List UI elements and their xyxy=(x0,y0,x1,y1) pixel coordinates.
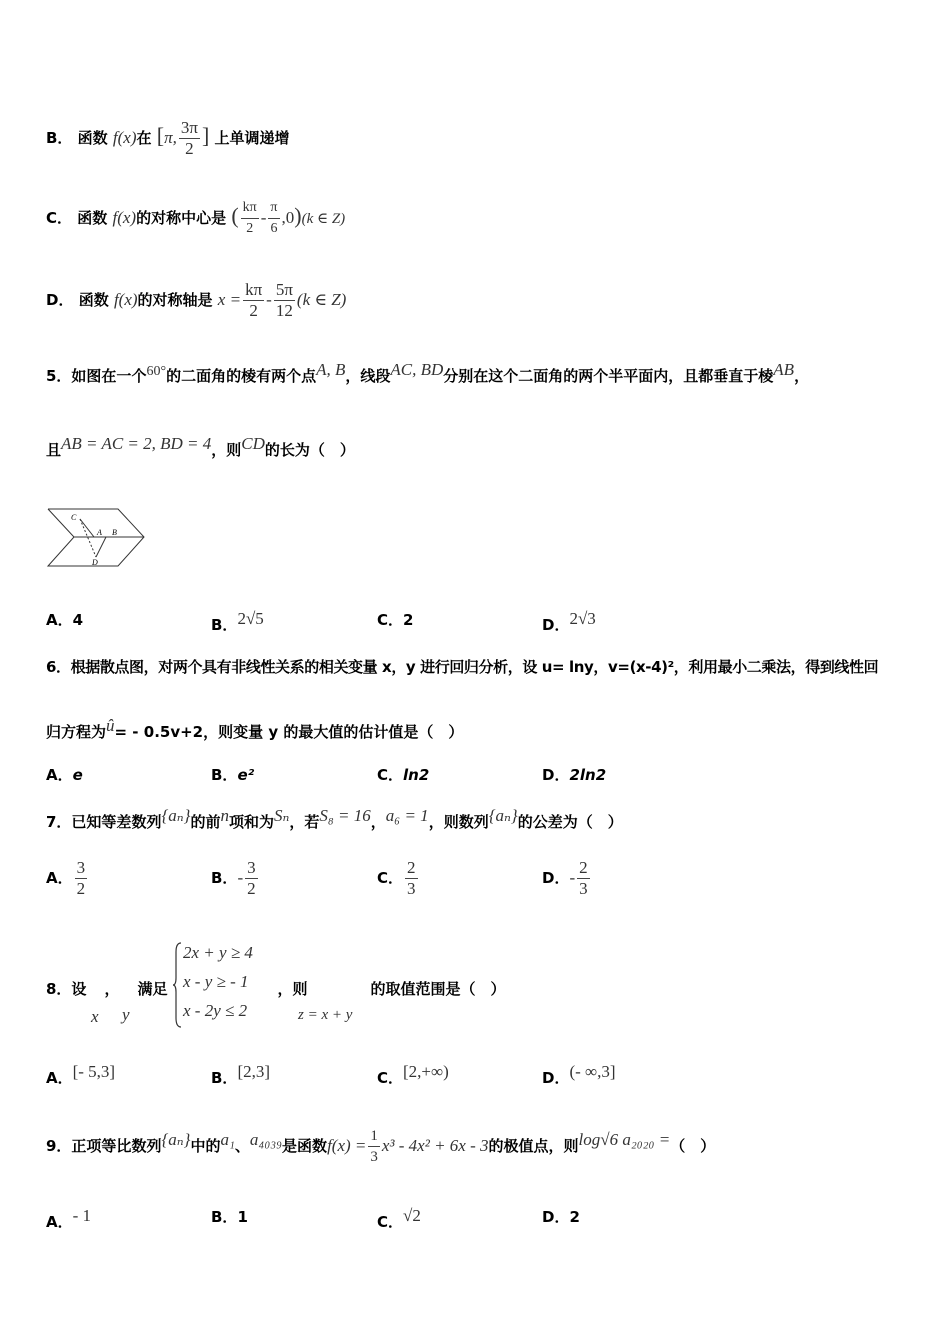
math-fx: f(x) = xyxy=(327,1136,367,1155)
option-value: 1 xyxy=(237,1208,248,1226)
fraction xyxy=(245,858,258,899)
figure-label-b: B xyxy=(112,528,117,537)
text: 项和为 xyxy=(228,813,274,831)
bracket: ( xyxy=(231,203,239,228)
math-poly: x³ - 4x² + 6x - 3 xyxy=(381,1136,489,1155)
math: AB = AC = 2, BD = 4 xyxy=(61,434,212,453)
math-condition: (k ∈ Z) xyxy=(301,211,346,227)
option-letter: A． xyxy=(46,1213,73,1231)
text: 是函数 xyxy=(282,1137,328,1155)
math: n xyxy=(220,806,229,825)
text: 的二面角的棱有两个点 xyxy=(166,367,317,385)
option-value: 2 xyxy=(569,1208,580,1226)
q4-option-c xyxy=(46,198,345,239)
math-condition: (k ∈ Z) xyxy=(296,290,347,309)
text: 且 xyxy=(46,441,62,459)
option-letter: D． xyxy=(542,616,570,634)
dihedral-figure xyxy=(46,505,152,571)
option-letter: C． xyxy=(377,766,404,784)
option-letter: C． xyxy=(377,611,404,629)
constraint-system xyxy=(183,938,253,1025)
q7-option-c xyxy=(377,858,420,899)
math: a₁ xyxy=(220,1130,235,1149)
option-letter: A． xyxy=(46,869,73,887)
text: 函数 xyxy=(77,209,108,227)
math: AB xyxy=(773,360,795,379)
denominator: 2 xyxy=(246,221,254,236)
math-angle: 60° xyxy=(146,364,167,379)
figure-label-d: D xyxy=(92,558,98,567)
figure-segment-ac xyxy=(80,519,94,537)
math-uhat: û xyxy=(106,716,115,735)
option-letter: A． xyxy=(46,1069,73,1087)
math: S₈ = 16 xyxy=(319,806,371,825)
system-brace xyxy=(173,942,183,1028)
text: 8．设 xyxy=(46,980,87,998)
text: ，若 xyxy=(289,813,320,831)
math: {aₙ} xyxy=(161,806,191,825)
numerator: π xyxy=(268,198,279,219)
fraction xyxy=(368,1126,380,1167)
option-value: 2√5 xyxy=(237,609,264,628)
option-letter: D． xyxy=(542,766,570,784)
q6-option-c xyxy=(377,764,429,785)
option-value: (- ∞,3] xyxy=(569,1062,616,1081)
option-letter: C． xyxy=(377,869,404,887)
q8-option-a xyxy=(46,1062,115,1088)
q8-option-b xyxy=(211,1062,270,1088)
bracket: [ xyxy=(156,123,165,148)
constraint: x - y ≥ - 1 xyxy=(183,972,249,991)
option-letter: B． xyxy=(211,1069,238,1087)
fraction xyxy=(577,858,590,899)
denominator: 3 xyxy=(370,1149,378,1165)
option-value: - 1 xyxy=(72,1206,92,1225)
option-value: 2 xyxy=(403,611,414,629)
text: 上单调递增 xyxy=(214,129,290,147)
math: a₄₀₃₉ xyxy=(249,1130,283,1149)
text: 中的 xyxy=(190,1137,221,1155)
q9-option-d xyxy=(542,1206,580,1227)
math-fx: f(x) xyxy=(112,208,137,227)
option-letter: A． xyxy=(46,611,73,629)
math: AC, BD xyxy=(390,360,444,379)
q4-option-b xyxy=(46,118,290,159)
text: 函数 xyxy=(77,129,108,147)
option-letter: D． xyxy=(542,869,570,887)
option-value: e xyxy=(72,766,83,784)
fraction xyxy=(75,858,88,899)
option-letter: B． xyxy=(211,616,238,634)
q9-stem xyxy=(46,1126,715,1167)
fraction xyxy=(241,198,259,239)
q6-option-b xyxy=(211,764,254,785)
math: a₆ = 1 xyxy=(385,806,429,825)
text: 的公差为（ ） xyxy=(517,813,623,831)
math: Sₙ xyxy=(273,806,290,825)
fraction xyxy=(274,280,295,321)
q5-stem-line2 xyxy=(46,434,355,460)
q8-option-d xyxy=(542,1062,616,1088)
option-letter: D． xyxy=(46,291,74,309)
text: ，线段 xyxy=(345,367,391,385)
text: ， xyxy=(794,367,810,385)
bracket: ) xyxy=(294,203,302,228)
text: 的极值点，则 xyxy=(488,1137,579,1155)
text: 9．正项等比数列 xyxy=(46,1137,162,1155)
q8-stem-text xyxy=(46,978,506,999)
text: ，则数列 xyxy=(428,813,489,831)
text: 的长为（ ） xyxy=(264,441,355,459)
text: 函数 xyxy=(78,291,109,309)
option-letter: A． xyxy=(46,766,73,784)
constraint: x - 2y ≤ 2 xyxy=(183,1001,248,1020)
numerator: kπ xyxy=(245,280,263,299)
option-letter: B． xyxy=(46,129,73,147)
fraction xyxy=(405,858,418,899)
denominator: 3 xyxy=(407,879,416,898)
q7-option-b xyxy=(211,858,260,899)
option-letter: B． xyxy=(211,1208,238,1226)
option-value: [2,3] xyxy=(237,1062,271,1081)
text: ，则 xyxy=(211,441,242,459)
option-letter: C． xyxy=(377,1069,404,1087)
sign: - xyxy=(569,868,576,887)
figure-label-a: A xyxy=(97,528,102,537)
q9-option-c xyxy=(377,1206,421,1232)
option-value: [- 5,3] xyxy=(72,1062,116,1081)
math-z: z = x + y xyxy=(298,1007,353,1023)
math-y: y xyxy=(122,1005,130,1024)
numerator: 2 xyxy=(579,858,588,877)
math: CD xyxy=(241,434,265,453)
math-fx: f(x) xyxy=(112,128,137,147)
text: 、 xyxy=(234,1137,250,1155)
q5-option-d xyxy=(542,609,596,635)
text: （ ） xyxy=(670,1137,716,1155)
figure-segment-bd xyxy=(96,537,106,557)
text: 归方程为 xyxy=(46,723,107,741)
text: 分别在这个二面角的两个半平面内，且都垂直于棱 xyxy=(443,367,774,385)
text: = - 0.5v+2，则变量 y 的最大值的估计值是（ ） xyxy=(114,723,464,741)
option-letter: D． xyxy=(542,1208,570,1226)
math: x = xyxy=(217,290,242,309)
math: - xyxy=(266,290,272,309)
denominator: 2 xyxy=(247,879,256,898)
math: A, B xyxy=(316,360,346,379)
q6-stem-line2 xyxy=(46,716,463,742)
math: - xyxy=(260,208,267,227)
text: 的对称轴是 xyxy=(137,291,213,309)
q6-option-a xyxy=(46,764,83,785)
q8-option-c xyxy=(377,1062,449,1088)
option-letter: B． xyxy=(211,766,238,784)
text: 在 xyxy=(136,129,152,147)
q5-stem-line1 xyxy=(46,360,809,386)
math: ,0 xyxy=(281,208,295,227)
math: {aₙ} xyxy=(161,1130,191,1149)
option-value: √2 xyxy=(403,1206,421,1225)
option-letter: C． xyxy=(377,1213,404,1231)
text: 的对称中心是 xyxy=(136,209,227,227)
denominator: 2 xyxy=(185,139,194,158)
q9-option-b xyxy=(211,1206,248,1227)
text: 的前 xyxy=(190,813,221,831)
text: ，则 xyxy=(277,980,308,998)
q5-option-b xyxy=(211,609,264,635)
text: 满足 xyxy=(137,980,168,998)
q5-option-a xyxy=(46,609,83,630)
numerator: 3 xyxy=(247,858,256,877)
q7-option-d xyxy=(542,858,592,899)
q6-option-d xyxy=(542,764,606,785)
option-value: 2ln2 xyxy=(569,766,607,784)
fraction xyxy=(268,198,279,239)
option-value: 2√3 xyxy=(569,609,596,628)
numerator: 2 xyxy=(407,858,416,877)
math-log: log√6 a₂₀₂₀ = xyxy=(578,1130,671,1149)
denominator: 12 xyxy=(275,301,293,320)
q7-option-a xyxy=(46,858,89,899)
option-letter: D． xyxy=(542,1069,570,1087)
figure-segment-cd xyxy=(80,519,96,557)
math-x: x xyxy=(91,1007,99,1026)
q7-stem xyxy=(46,806,623,832)
q9-option-a xyxy=(46,1206,91,1232)
numerator: 3 xyxy=(76,858,86,877)
text: 5．如图在一个 xyxy=(46,367,147,385)
option-value: e² xyxy=(237,766,255,784)
text: 的取值范围是（ ） xyxy=(370,980,506,998)
sign: - xyxy=(237,868,244,887)
option-letter: C． xyxy=(46,209,73,227)
numerator: 1 xyxy=(368,1126,380,1147)
denominator: 3 xyxy=(579,879,588,898)
constraint: 2x + y ≥ 4 xyxy=(183,943,253,962)
figure-label-c: C xyxy=(71,513,77,522)
text: 7．已知等差数列 xyxy=(46,813,162,831)
math: π, xyxy=(164,128,177,147)
option-letter: B． xyxy=(211,869,238,887)
option-value: [2,+∞) xyxy=(403,1062,449,1081)
denominator: 6 xyxy=(270,221,278,236)
bracket: ] xyxy=(201,123,210,148)
denominator: 2 xyxy=(249,301,258,320)
fraction xyxy=(179,118,200,159)
math: {aₙ} xyxy=(488,806,518,825)
q5-option-c xyxy=(377,609,413,630)
q6-stem-line1: 6．根据散点图，对两个具有非线性关系的相关变量 x，y 进行回归分析，设 u= lny，v=(x-4)²，利用最小二乘法，得到线性回 xyxy=(46,658,879,676)
option-value: 4 xyxy=(72,611,84,629)
numerator: 3π xyxy=(180,118,198,137)
text: ， xyxy=(104,980,120,998)
option-value: ln2 xyxy=(403,766,430,784)
fraction xyxy=(243,280,264,321)
text: ， xyxy=(370,813,386,831)
numerator: 5π xyxy=(275,280,293,299)
q4-option-d xyxy=(46,280,346,321)
numerator: kπ xyxy=(241,198,259,219)
math-fx: f(x) xyxy=(113,290,138,309)
denominator: 2 xyxy=(76,879,86,898)
